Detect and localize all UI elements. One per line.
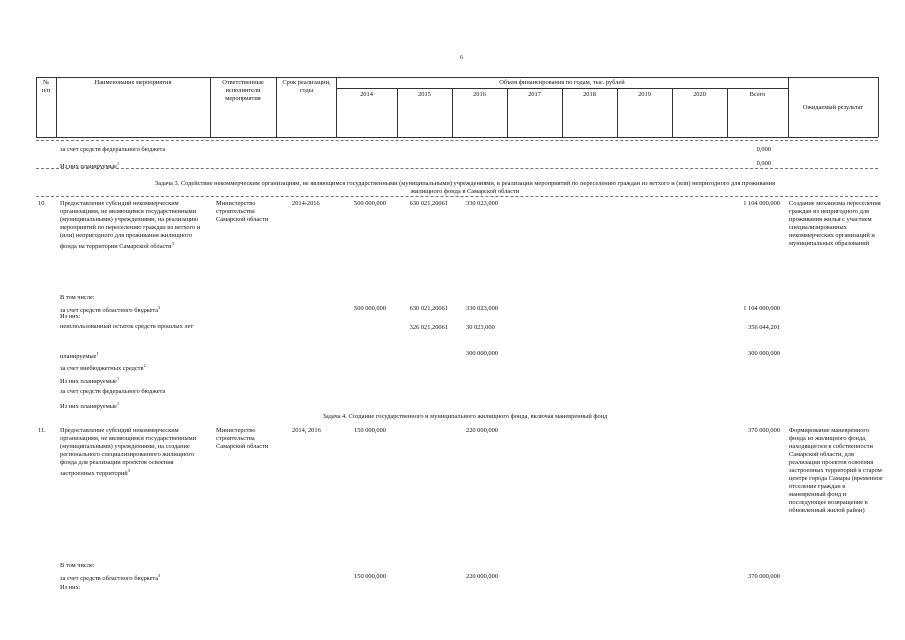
footnote-mark: 3 <box>171 241 174 246</box>
item10-2016: 330 023,000 <box>466 200 498 207</box>
item11-2016: 220 000,000 <box>466 427 498 434</box>
item11-number: 11. <box>38 427 46 434</box>
item10-unused-label: неиспользованный остаток средств прошлых лет <box>60 323 194 330</box>
year-2018-header: 2018 <box>583 91 596 98</box>
item11-total: 370 000,000 <box>748 427 780 434</box>
footnote-mark: 3 <box>158 573 161 578</box>
item10-number: 10. <box>38 200 46 207</box>
item11-result: Формирование маневренного фонда из жилищного фонда, находящегося в собственности Самарской области, для реализации проектов освоения застроенных территорий в старом центре города Самары (временное отселение граждан в маневренный фонд и последующее возвращение в обновленный жилой район) <box>789 427 883 514</box>
item10-extra-label <box>60 362 146 373</box>
item10-2014: 500 000,000 <box>354 200 386 207</box>
item10-total: 1 104 000,000 <box>743 200 780 207</box>
federal-budget-label: за счет средств федерального бюджета <box>60 146 166 153</box>
item10-planned-total: 300 000,000 <box>748 350 780 357</box>
item10-extra-planned-text: Из них планируемые <box>60 378 117 386</box>
item10-regional-2015: 630 021,20061 <box>409 305 448 312</box>
year-2019-header: 2019 <box>638 91 651 98</box>
col-result-header: Ожидаемый результат <box>802 104 864 111</box>
federal-budget-total: 0,000 <box>756 146 771 153</box>
item11-regional-text: за счет средств областного бюджета <box>60 575 159 583</box>
col-funding-header: Объем финансирования по годам, тыс. рублей <box>499 79 625 86</box>
item11-regional-2016: 220 000,000 <box>466 573 498 580</box>
item10-regional-total: 1 104 000,000 <box>743 305 780 312</box>
item10-federal-planned-text: Из них планируемые <box>60 403 117 411</box>
item10-federal-planned-label <box>60 400 119 411</box>
item11-incl-label: В том числе: <box>60 562 95 569</box>
task3-title: Задача 3. Содействие некоммерческим организациям, не являющимся государственными (муниципальными) учреждениями, в реализации мероприятий по переселению граждан из ветхого и (или) непригодного для проживания жилищного фонда в Самарской области <box>154 180 776 195</box>
year-2015-header: 2015 <box>418 91 431 98</box>
year-2017-header: 2017 <box>528 91 541 98</box>
item10-federal-label: за счет средств федерального бюджета <box>60 388 166 395</box>
year-2014-header: 2014 <box>360 91 373 98</box>
item11-executor: Министерство строительства Самарской области <box>216 427 269 450</box>
federal-planned-text: Из них планируемые <box>60 163 117 171</box>
footnote-mark: 1 <box>116 161 120 166</box>
year-2016-header: 2016 <box>473 91 486 98</box>
task4-title: Задача 4. Создание государственного и муниципального жилищного фонда, включая маневренный фонд <box>322 413 608 420</box>
item10-of-them-label: Из них: <box>60 313 81 320</box>
item10-planned-text: планируемые <box>60 353 97 361</box>
item10-unused-2015: 326 021,20061 <box>409 324 448 331</box>
footnote-mark: 1 <box>116 376 120 381</box>
item10-regional-text: за счет средств областного бюджета <box>60 307 159 315</box>
item10-regional-2016: 330 023,000 <box>466 305 498 312</box>
footnote-mark: 3 <box>158 305 161 310</box>
item11-regional-2014: 150 000,000 <box>354 573 386 580</box>
item11-regional-label <box>60 572 160 583</box>
item10-2015: 630 021,20061 <box>409 200 448 207</box>
item11-of-them-label: Из них: <box>60 584 81 591</box>
col-executor-header: Ответственные исполнители мероприятия <box>222 79 264 102</box>
item10-period: 2014-2016 <box>292 200 320 207</box>
item10-planned-2016: 300 000,000 <box>466 350 498 357</box>
federal-planned-total: 0,000 <box>756 160 771 167</box>
item10-name <box>60 200 208 251</box>
col-period-header: Срок реализации, годы <box>282 79 331 94</box>
footnote-mark: 3 <box>127 468 130 473</box>
item10-unused-2016: 30 023,000 <box>466 324 495 331</box>
item10-unused-total: 356 044,201 <box>748 324 780 331</box>
item10-extra-text: за счет внебюджетных средств <box>60 365 144 373</box>
item10-name-text: Предоставление субсидий некоммерческим организациям, не являющимся государственными (муниципальными) учреждениями, на реализацию мероприятий по переселению граждан из ветхого и (или) непригодного для проживания жилищного фонда на территории Самарской области <box>60 200 201 251</box>
item11-2014: 150 000,000 <box>354 427 386 434</box>
item11-period: 2014, 2016 <box>292 427 321 434</box>
item11-name-text: Предоставление субсидий некоммерческим организациям, не являющимся государственными (муниципальными) учреждениями, на создание регионального специализированного жилищного фонда для реализации проектов освоения застроенных территорий <box>60 427 197 478</box>
item10-planned-label <box>60 350 99 361</box>
footnote-mark: 1 <box>116 401 120 406</box>
item10-regional-2014: 500 000,000 <box>354 305 386 312</box>
item11-regional-total: 370 000,000 <box>748 573 780 580</box>
page-number: 6 <box>460 55 463 61</box>
item10-extra-planned-label <box>60 375 119 386</box>
footnote-mark: 2 <box>143 363 146 368</box>
item11-name <box>60 427 208 478</box>
total-header: Всего <box>749 91 766 98</box>
col-number-header: № п/п <box>41 79 51 94</box>
item10-executor: Министерство строительства Самарской области <box>216 200 269 223</box>
item10-result: Создание механизма переселения граждан из непригодного для проживания жилья с участием специализированных некоммерческих организаций и муниципальных образований <box>789 200 881 247</box>
year-2020-header: 2020 <box>693 91 706 98</box>
federal-planned-label <box>60 160 119 171</box>
footnote-mark: 1 <box>96 351 99 356</box>
item10-incl-label: В том числе: <box>60 294 95 301</box>
col-name-header: Наименование мероприятия <box>94 79 172 86</box>
